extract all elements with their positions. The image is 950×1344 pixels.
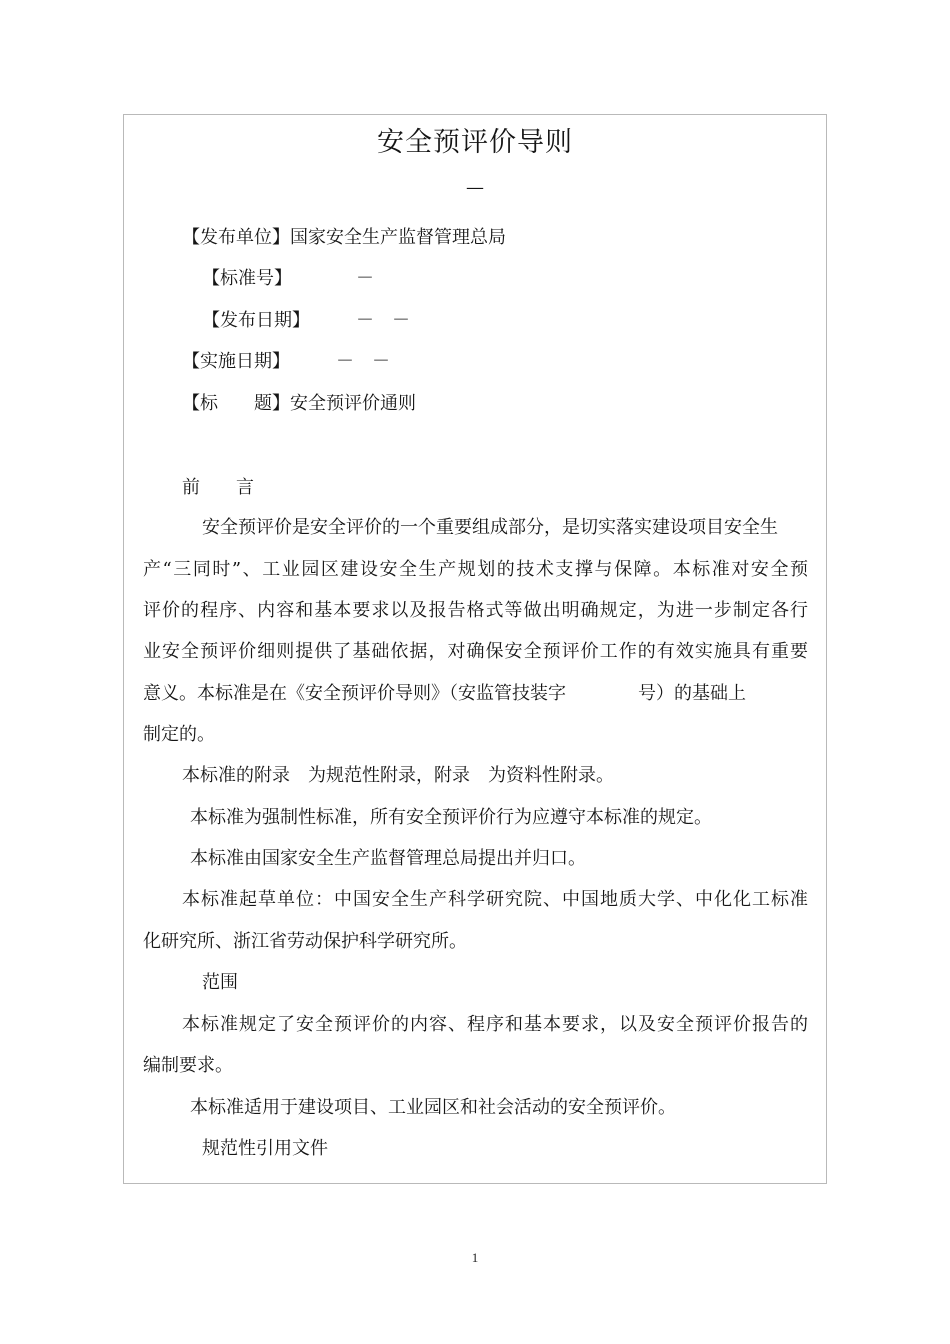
foreword-p1-line5: 意义。本标准是在《安全预评价导则》（安监管技装字 号）的基础上 xyxy=(143,683,746,704)
scope-p2: 本标准适用于建设项目、工业园区和社会活动的安全预评价。 xyxy=(190,1097,676,1118)
subject-value: 安全预评价通则 xyxy=(290,393,416,414)
meta-publisher xyxy=(182,226,506,250)
document-title: 安全预评价导则 xyxy=(377,127,573,158)
scope-p1-line2: 编制要求。 xyxy=(143,1055,233,1076)
issue-date-label: 【发布日期】 xyxy=(202,310,310,331)
scope-heading: 范围 xyxy=(202,972,238,993)
foreword-p5-line1: 本标准起草单位：中国安全生产科学研究院、中国地质大学、中化化工标准 xyxy=(182,889,808,910)
publisher-value: 国家安全生产监督管理总局 xyxy=(290,227,506,248)
std-no-value: － xyxy=(356,268,374,289)
foreword-p1-line6: 制定的。 xyxy=(143,724,215,745)
std-no-label: 【标准号】 xyxy=(202,268,292,289)
foreword-p5-line2: 化研究所、浙江省劳动保护科学研究所。 xyxy=(143,931,467,952)
meta-subject xyxy=(182,392,416,416)
scope-p1-line1: 本标准规定了安全预评价的内容、程序和基本要求，以及安全预评价报告的 xyxy=(182,1014,808,1035)
impl-date-value: － － xyxy=(336,351,390,372)
subject-label: 【标 题】 xyxy=(182,393,290,414)
foreword-p1-line4: 业安全预评价细则提供了基础依据，对确保安全预评价工作的有效实施具有重要 xyxy=(143,641,808,662)
foreword-p1-line1: 安全预评价是安全评价的一个重要组成部分，是切实落实建设项目安全生 xyxy=(202,517,778,538)
foreword-p2: 本标准的附录 为规范性附录，附录 为资料性附录。 xyxy=(182,765,614,786)
foreword-p3: 本标准为强制性标准，所有安全预评价行为应遵守本标准的规定。 xyxy=(190,807,712,828)
publisher-label: 【发布单位】 xyxy=(182,227,290,248)
issue-date-value: － － xyxy=(356,310,410,331)
foreword-p1-line3: 评价的程序、内容和基本要求以及报告格式等做出明确规定，为进一步制定各行 xyxy=(143,600,808,621)
impl-date-label: 【实施日期】 xyxy=(182,351,290,372)
refs-heading: 规范性引用文件 xyxy=(202,1138,328,1159)
foreword-p1-line2: 产“三同时”、工业园区建设安全生产规划的技术支撑与保障。本标准对安全预 xyxy=(143,559,808,580)
foreword-p4: 本标准由国家安全生产监督管理总局提出并归口。 xyxy=(190,848,586,869)
page-number: 1 xyxy=(471,1250,479,1265)
title-dash: — xyxy=(466,177,484,198)
foreword-heading: 前 言 xyxy=(182,477,254,498)
